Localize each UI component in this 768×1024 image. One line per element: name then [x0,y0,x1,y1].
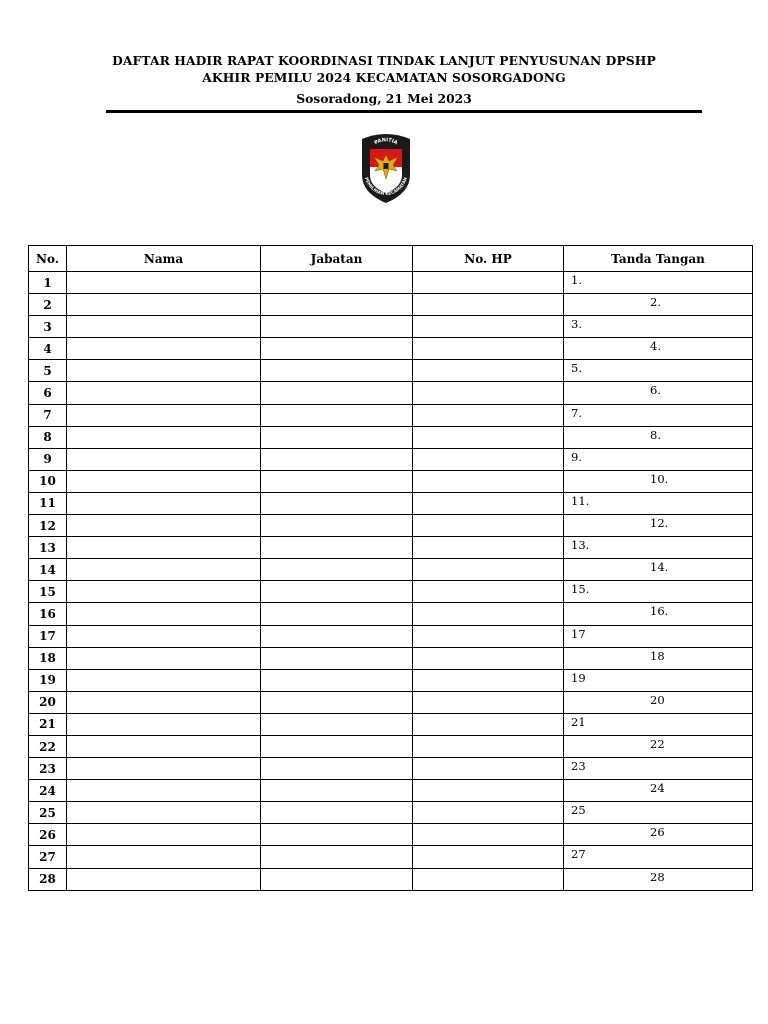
nama-cell [67,780,261,802]
signature-cell [564,824,753,846]
nama-cell [67,758,261,780]
nama-cell [67,272,261,294]
jabatan-cell [261,669,413,691]
nama-cell [67,802,261,824]
table-row [29,735,753,757]
no-hp-cell [413,669,564,691]
signature-cell [564,868,753,890]
jabatan-cell [261,338,413,360]
signature-cell [564,338,753,360]
header-jabatan: Jabatan [261,246,413,272]
nama-cell [67,559,261,581]
row-number: 23 [29,758,67,780]
nama-cell [67,713,261,735]
header-tanda-tangan: Tanda Tangan [564,246,753,272]
table-row [29,492,753,514]
jabatan-cell [261,537,413,559]
signature-number: 8. [650,427,661,442]
nama-cell [67,581,261,603]
signature-cell [564,492,753,514]
table-row [29,294,753,316]
table-row [29,448,753,470]
no-hp-cell [413,404,564,426]
header-nama: Nama [67,246,261,272]
signature-number: 14. [650,560,669,575]
no-hp-cell [413,272,564,294]
signature-number: 19 [571,670,586,685]
no-hp-cell [413,868,564,890]
row-number: 13 [29,537,67,559]
table-row [29,404,753,426]
nama-cell [67,338,261,360]
no-hp-cell [413,802,564,824]
row-number: 11 [29,492,67,514]
table-row [29,338,753,360]
table-row [29,824,753,846]
row-number: 1 [29,272,67,294]
nama-cell [67,470,261,492]
signature-number: 4. [650,339,661,354]
row-number: 4 [29,338,67,360]
nama-cell [67,669,261,691]
jabatan-cell [261,735,413,757]
table-row [29,625,753,647]
table-row [29,669,753,691]
nama-cell [67,382,261,404]
signature-number: 1. [571,273,582,287]
signature-cell [564,360,753,382]
signature-number: 7. [571,405,582,420]
table-header-row [29,246,753,272]
signature-number: 18 [650,648,665,663]
no-hp-cell [413,338,564,360]
no-hp-cell [413,603,564,625]
row-number: 28 [29,868,67,890]
nama-cell [67,647,261,669]
title-line-1: DAFTAR HADIR RAPAT KOORDINASI TINDAK LANJUT PENYUSUNAN DPSHP [112,53,656,68]
table-body [29,272,753,891]
signature-cell [564,537,753,559]
signature-cell [564,780,753,802]
logo-bottom-text: PEMILIHAN KECAMATAN [362,176,410,198]
nama-cell [67,404,261,426]
table-row [29,647,753,669]
row-number: 7 [29,404,67,426]
signature-cell [564,603,753,625]
table-row [29,691,753,713]
signature-number: 3. [571,317,582,332]
table-row [29,868,753,890]
table-row [29,758,753,780]
table-row [29,713,753,735]
signature-number: 15. [571,582,590,597]
no-hp-cell [413,515,564,537]
signature-cell [564,470,753,492]
signature-cell [564,713,753,735]
signature-number: 21 [571,714,586,729]
attendance-table [28,245,753,891]
jabatan-cell [261,824,413,846]
jabatan-cell [261,426,413,448]
nama-cell [67,294,261,316]
nama-cell [67,824,261,846]
signature-cell [564,448,753,470]
no-hp-cell [413,448,564,470]
no-hp-cell [413,294,564,316]
jabatan-cell [261,780,413,802]
signature-number: 13. [571,538,590,553]
row-number: 24 [29,780,67,802]
table-row [29,846,753,868]
jabatan-cell [261,470,413,492]
row-number: 17 [29,625,67,647]
row-number: 10 [29,470,67,492]
no-hp-cell [413,625,564,647]
no-hp-cell [413,758,564,780]
no-hp-cell [413,492,564,514]
jabatan-cell [261,404,413,426]
signature-cell [564,647,753,669]
panitia-pemilihan-kecamatan-logo-icon [356,131,416,205]
jabatan-cell [261,625,413,647]
header-no: No. [29,246,67,272]
table-row [29,470,753,492]
no-hp-cell [413,360,564,382]
signature-cell [564,316,753,338]
jabatan-cell [261,758,413,780]
table-row [29,802,753,824]
no-hp-cell [413,647,564,669]
no-hp-cell [413,470,564,492]
signature-number: 16. [650,604,669,619]
nama-cell [67,691,261,713]
nama-cell [67,735,261,757]
logo-top-text: PANITIA [373,137,399,147]
jabatan-cell [261,294,413,316]
nama-cell [67,316,261,338]
row-number: 26 [29,824,67,846]
table-row [29,515,753,537]
header-no-hp: No. HP [413,246,564,272]
no-hp-cell [413,559,564,581]
jabatan-cell [261,691,413,713]
signature-cell [564,735,753,757]
signature-cell [564,669,753,691]
signature-number: 20 [650,692,665,707]
nama-cell [67,426,261,448]
nama-cell [67,448,261,470]
no-hp-cell [413,426,564,448]
row-number: 19 [29,669,67,691]
jabatan-cell [261,360,413,382]
jabatan-cell [261,581,413,603]
no-hp-cell [413,382,564,404]
nama-cell [67,537,261,559]
nama-cell [67,515,261,537]
signature-cell [564,426,753,448]
signature-cell [564,382,753,404]
signature-cell [564,515,753,537]
logo-garuda-shield [384,163,389,169]
signature-number: 5. [571,361,582,376]
table-row [29,581,753,603]
signature-cell [564,404,753,426]
jabatan-cell [261,492,413,514]
signature-number: 25 [571,803,586,818]
document-header [0,52,768,107]
jabatan-cell [261,647,413,669]
table-row [29,537,753,559]
signature-number: 10. [650,471,669,486]
row-number: 18 [29,647,67,669]
row-number: 3 [29,316,67,338]
signature-cell [564,691,753,713]
signature-cell [564,272,753,294]
header-divider [106,110,702,113]
jabatan-cell [261,603,413,625]
jabatan-cell [261,515,413,537]
no-hp-cell [413,780,564,802]
signature-cell [564,581,753,603]
row-number: 2 [29,294,67,316]
jabatan-cell [261,559,413,581]
no-hp-cell [413,713,564,735]
nama-cell [67,625,261,647]
row-number: 16 [29,603,67,625]
row-number: 20 [29,691,67,713]
table-row [29,780,753,802]
jabatan-cell [261,846,413,868]
signature-cell [564,625,753,647]
row-number: 15 [29,581,67,603]
signature-number: 27 [571,847,586,862]
table-row [29,272,753,294]
row-number: 21 [29,713,67,735]
signature-number: 12. [650,516,669,531]
table-row [29,316,753,338]
signature-number: 6. [650,383,661,398]
signature-number: 2. [650,295,661,310]
no-hp-cell [413,316,564,338]
table-row [29,360,753,382]
jabatan-cell [261,316,413,338]
row-number: 25 [29,802,67,824]
jabatan-cell [261,448,413,470]
signature-number: 11. [571,493,590,508]
jabatan-cell [261,868,413,890]
no-hp-cell [413,846,564,868]
signature-number: 28 [650,869,665,884]
signature-cell [564,758,753,780]
table-row [29,382,753,404]
nama-cell [67,846,261,868]
jabatan-cell [261,802,413,824]
no-hp-cell [413,691,564,713]
row-number: 6 [29,382,67,404]
signature-number: 9. [571,449,582,464]
signature-number: 17 [571,626,586,641]
signature-number: 23 [571,759,586,774]
row-number: 9 [29,448,67,470]
date-line: Sosoradong, 21 Mei 2023 [296,91,472,106]
row-number: 5 [29,360,67,382]
signature-number: 26 [650,825,665,840]
row-number: 22 [29,735,67,757]
row-number: 12 [29,515,67,537]
row-number: 14 [29,559,67,581]
no-hp-cell [413,581,564,603]
table-row [29,426,753,448]
signature-cell [564,846,753,868]
signature-number: 24 [650,781,665,796]
jabatan-cell [261,272,413,294]
no-hp-cell [413,824,564,846]
nama-cell [67,603,261,625]
no-hp-cell [413,735,564,757]
signature-cell [564,294,753,316]
jabatan-cell [261,713,413,735]
row-number: 8 [29,426,67,448]
table-row [29,603,753,625]
nama-cell [67,492,261,514]
jabatan-cell [261,382,413,404]
row-number: 27 [29,846,67,868]
signature-cell [564,802,753,824]
title-line-2: AKHIR PEMILU 2024 KECAMATAN SOSORGADONG [202,70,566,85]
no-hp-cell [413,537,564,559]
nama-cell [67,868,261,890]
nama-cell [67,360,261,382]
signature-cell [564,559,753,581]
table-row [29,559,753,581]
signature-number: 22 [650,736,665,751]
